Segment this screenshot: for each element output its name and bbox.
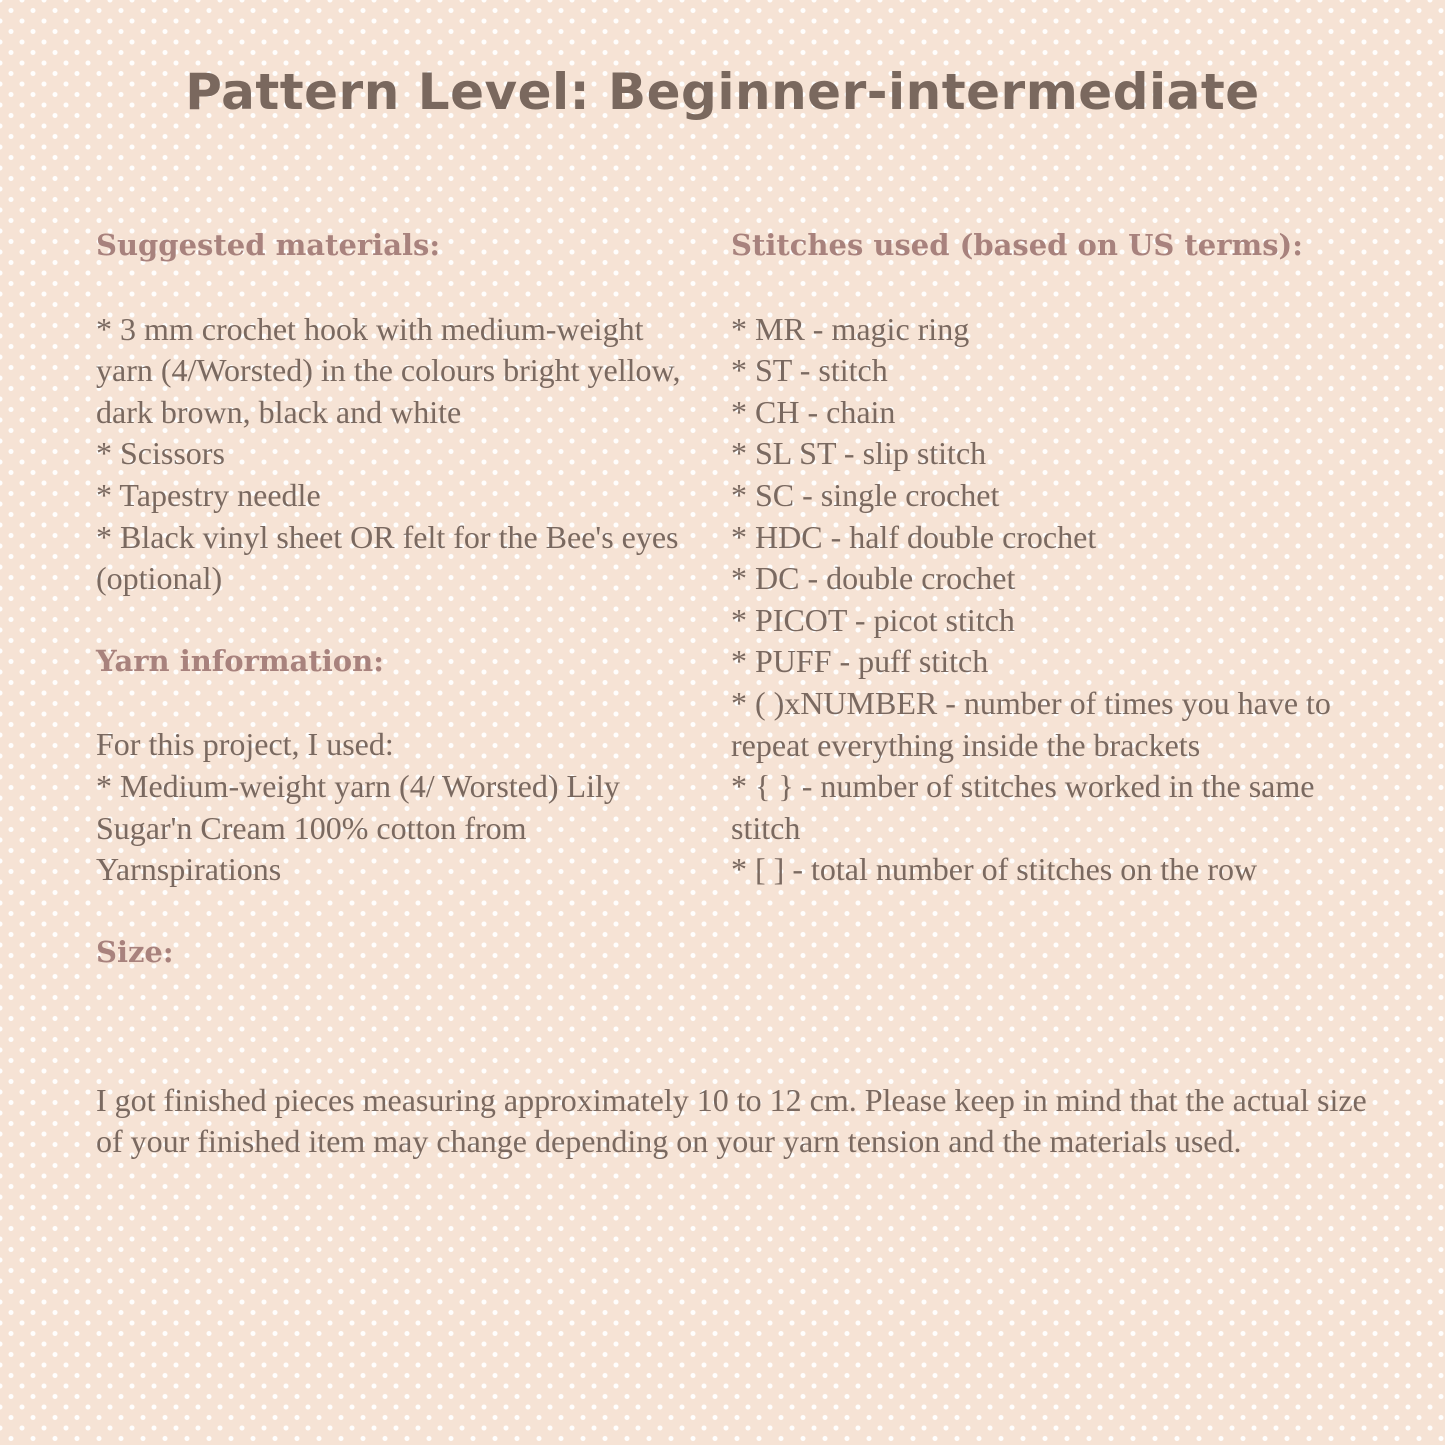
list-item: * Scissors	[96, 435, 225, 472]
list-item: * CH - chain	[731, 393, 896, 430]
list-item: * ST - stitch	[731, 352, 888, 389]
list-item: * 3 mm crochet hook with medium-weight yarn (4/Worsted) in the colours bright yellow, dark brown, black and white	[96, 310, 681, 430]
materials-list	[96, 309, 696, 600]
yarn-heading: Yarn information:	[96, 643, 384, 678]
size-text	[96, 998, 1376, 1163]
right-column	[731, 224, 1371, 891]
list-item: * [ ] - total number of stitches on the row	[731, 851, 1258, 888]
list-item: * { } - number of stitches worked in the same stitch	[731, 768, 1315, 846]
stitches-heading: Stitches used (based on US terms):	[731, 228, 1303, 262]
left-column	[96, 224, 696, 974]
list-item: * ( )xNUMBER - number of times you have to repeat everything inside the brackets	[731, 684, 1331, 763]
yarn-intro: For this project, I used:	[96, 726, 394, 763]
list-item: * SL ST - slip stitch	[731, 435, 987, 472]
list-item: * DC - double crochet	[731, 560, 1016, 597]
list-item: * HDC - half double crochet	[731, 518, 1097, 555]
list-item: * PUFF - puff stitch	[731, 643, 989, 680]
size-description: I got finished pieces measuring approximately 10 to 12 cm. Please keep in mind that the actual size of your finished item may change depending on your yarn tension and the materials used.	[96, 1081, 1367, 1160]
list-item: * Medium-weight yarn (4/ Worsted) Lily Sugar'n Cream 100% cotton from Yarnspirations	[96, 767, 620, 888]
list-item: * Tapestry needle	[96, 476, 321, 513]
size-heading: Size:	[96, 934, 174, 969]
list-item: * SC - single crochet	[731, 476, 1000, 513]
list-item: * PICOT - picot stitch	[731, 601, 1015, 638]
stitches-list	[731, 309, 1371, 891]
list-item: * Black vinyl sheet OR felt for the Bee's eyes (optional)	[96, 518, 679, 597]
materials-heading: Suggested materials:	[96, 228, 441, 262]
page-title: Pattern Level: Beginner-intermediate	[185, 63, 1260, 121]
list-item: * MR - magic ring	[731, 310, 970, 347]
yarn-list	[96, 766, 696, 891]
